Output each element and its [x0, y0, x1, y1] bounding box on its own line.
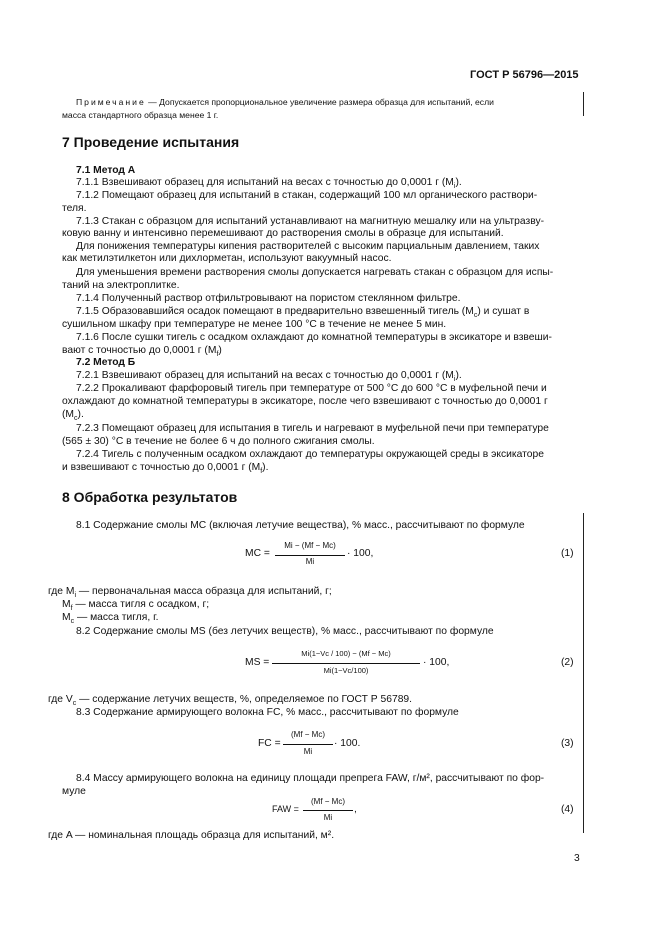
eq1-lhs: MC =	[245, 548, 270, 559]
paragraph-7-1-2-cont: теля.	[62, 203, 87, 214]
eq1-numerator: Mi − (Mf − Mc)	[284, 541, 336, 550]
eq2-number: (2)	[561, 657, 574, 668]
eq3-tail: · 100.	[334, 738, 361, 749]
paragraph-7-1-6: 7.1.6 После сушки тигель с осадком охлаждают до комнатной температуры в эксикаторе и взвеши-	[76, 332, 552, 343]
paragraph-7-2-2-cont: охлаждают до комнатной температуры в эксикаторе, после чего взвешивают с точностью до 0,0001 г	[62, 396, 548, 407]
paragraph-7-2-3: 7.2.3 Помещают образец для испытания в тигель и нагревают в муфельной печи при температуре	[76, 423, 549, 434]
paragraph-8-2: 8.2 Содержание смолы MS (без летучих веществ), % масс., рассчитывают по формуле	[76, 626, 494, 637]
subscript: f	[216, 351, 219, 359]
change-bar	[583, 513, 584, 833]
paragraph-heating-cont: таний на электроплитке.	[62, 280, 180, 291]
text: M	[62, 612, 71, 623]
eq4-denominator: Mi	[323, 813, 333, 822]
text: ).	[455, 370, 462, 381]
text: и взвешивают с точностью до 0,0001 г (M	[62, 462, 261, 473]
text: вают с точностью до 0,0001 г (M	[62, 345, 217, 356]
subscript: i	[74, 592, 77, 600]
paragraph-7-2-4: 7.2.4 Тигель с полученным осадком охлаждают до температуры окружающей среды в эксикаторе	[76, 449, 544, 460]
text: ).	[77, 409, 84, 420]
paragraph-8-4-cont: муле	[62, 786, 86, 797]
text: ).	[262, 462, 269, 473]
eq2-numerator: Mi(1−Vc / 100) − (Mf − Mc)	[301, 649, 391, 658]
eq1-fraction-bar	[275, 555, 345, 556]
eq2-denominator: Mi(1−Vc/100)	[323, 666, 369, 675]
note-line-1	[76, 97, 494, 108]
text: ) и сушат в	[477, 306, 530, 317]
paragraph-vacuum: Для понижения температуры кипения растворителей с высоким парциальным давлением, таких	[76, 241, 540, 252]
text: ).	[455, 177, 462, 188]
text: где M	[48, 586, 75, 597]
text: — масса тигля с осадком, г;	[72, 599, 210, 610]
eq4-fraction-bar	[303, 810, 353, 811]
subscript: i	[453, 376, 456, 384]
eq4-tail: ,	[354, 804, 357, 815]
paragraph-7-2-3-cont: (565 ± 30) °С в течение не более 6 ч до полного сжигания смолы.	[62, 436, 375, 447]
text: — первоначальная масса образца для испытаний, г;	[76, 586, 332, 597]
text: M	[62, 599, 71, 610]
eq3-number: (3)	[561, 738, 574, 749]
document-id: ГОСТ Р 56796—2015	[470, 69, 579, 81]
paragraph-7-2-2: 7.2.2 Прокаливают фарфоровый тигель при температуре от 500 °С до 600 °С в муфельной печи и	[76, 383, 547, 394]
eq2-lhs: MS =	[245, 657, 270, 668]
text: )	[218, 345, 222, 356]
eq4-numerator: (Mf − Mc)	[311, 797, 345, 806]
text: 7.1.5 Образовавшийся осадок помещают в предварительно взвешенный тигель (M	[76, 306, 474, 317]
eq3-lhs: FC =	[258, 738, 281, 749]
paragraph-vacuum-cont: как метилэтилкетон или дихлорметан, используют вакуумный насос.	[62, 253, 392, 264]
note-text: — Допускается пропорциональное увеличение размера образца для испытаний, если	[145, 97, 494, 107]
eq1-denominator: Mi	[305, 557, 315, 566]
eq2-tail: · 100,	[423, 657, 450, 668]
subscript: c	[74, 415, 78, 423]
text: 7.2.1 Взвешивают образец для испытаний на весах с точностью до 0,0001 г (M	[76, 370, 454, 381]
subscript: i	[453, 183, 456, 191]
paragraph-7-2-4-cont	[62, 461, 268, 478]
paragraph-8-3: 8.3 Содержание армирующего волокна FC, % масс., рассчитывают по формуле	[76, 707, 459, 718]
paragraph-7-1-3-cont: ковую ванну и интенсивно перемешивают до растворения смолы в образце для испытаний.	[62, 228, 504, 239]
subsection-7-1-title: 7.1 Метод А	[76, 165, 136, 176]
text: — масса тигля, г.	[74, 612, 159, 623]
eq4-number: (4)	[561, 804, 574, 815]
text: 7.1.1 Взвешивают образец для испытаний на весах с точностью до 0,0001 г (M	[76, 177, 454, 188]
eq1-tail: · 100,	[347, 548, 374, 559]
eq2-fraction-bar	[272, 663, 420, 664]
eq3-fraction-bar	[283, 744, 333, 745]
subscript: f	[70, 605, 73, 613]
section-7-heading: 7 Проведение испытания	[62, 134, 240, 150]
paragraph-7-1-5-cont: сушильном шкафу при температуре не менее 100 °С в течение не менее 5 мин.	[62, 319, 447, 330]
paragraph-8-4: 8.4 Массу армирующего волокна на единицу площади препрега FAW, г/м², рассчитывают по фор-	[76, 773, 545, 784]
paragraph-8-1: 8.1 Содержание смолы MC (включая летучие вещества), % масс., рассчитывают по формуле	[76, 520, 525, 531]
paragraph-7-1-4: 7.1.4 Полученный раствор отфильтровывают на пористом стеклянном фильтре.	[76, 293, 461, 304]
subscript: c	[72, 700, 77, 708]
text: — содержание летучих веществ, %, определяемое по ГОСТ Р 56789.	[76, 694, 413, 705]
text: где V	[48, 694, 73, 705]
where-a: где A — номинальная площадь образца для испытаний, м².	[48, 830, 335, 841]
subscript: f	[260, 468, 263, 476]
section-8-heading: 8 Обработка результатов	[62, 489, 238, 505]
paragraph-heating: Для уменьшения времени растворения смолы допускается нагревать стакан с образцом для испы-	[76, 267, 554, 278]
eq4-lhs: FAW =	[272, 804, 299, 814]
subsection-7-2-title: 7.2 Метод Б	[76, 357, 136, 368]
paragraph-7-1-3: 7.1.3 Стакан с образцом для испытаний устанавливают на магнитную мешалку или на ультразву-	[76, 216, 545, 227]
page-number: 3	[574, 853, 580, 864]
eq3-denominator: Mi	[303, 747, 313, 756]
text: (M	[62, 409, 75, 420]
note-label: Примечание	[76, 97, 146, 107]
change-bar	[583, 92, 584, 116]
eq1-number: (1)	[561, 548, 574, 559]
paragraph-7-1-2: 7.1.2 Помещают образец для испытаний в стакан, содержащий 100 мл органического раствори-	[76, 190, 538, 201]
subscript: c	[473, 312, 478, 320]
eq3-numerator: (Mf − Mc)	[291, 730, 325, 739]
note-line-2: масса стандартного образца менее 1 г.	[62, 110, 219, 120]
subscript: c	[70, 618, 75, 626]
